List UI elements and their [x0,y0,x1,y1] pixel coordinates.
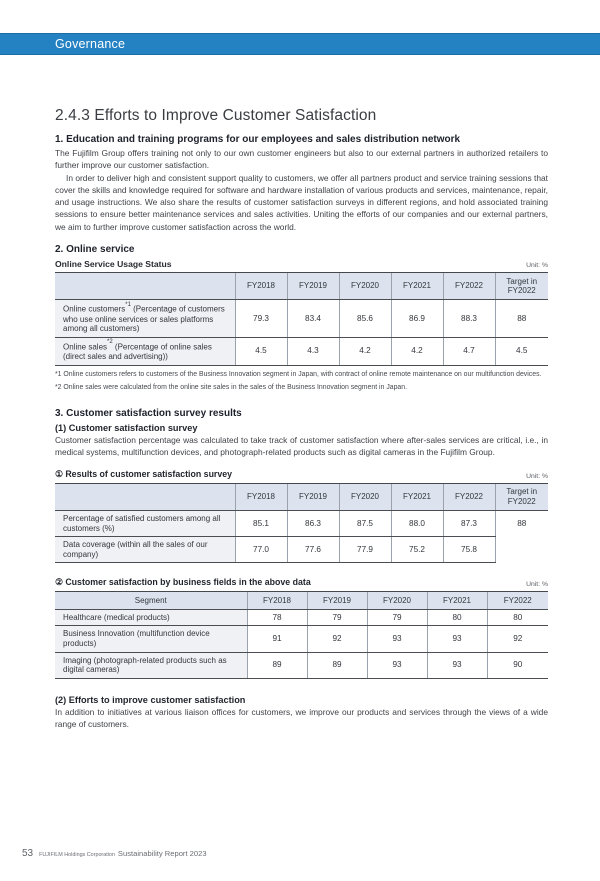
column-header: FY2018 [235,483,287,510]
row-label-text: Online sales [63,342,108,352]
page-footer [22,848,207,859]
table-cell: 4.3 [287,337,339,365]
table-cell: 87.5 [339,510,391,536]
segment-table-unit-label: Unit: % [526,581,548,589]
table-cell: 79.3 [235,300,287,337]
results-table-caption: ① Results of customer satisfaction survey [55,468,233,479]
row-label-text: (Percentage of customers who use online services or sales platforms among all customers) [63,304,225,334]
column-header: FY2018 [247,592,307,610]
footnote-1: *1 Online customers refers to customers of the Business Innovation segment in Japan, with contract of online remote maintenance on our multifunction devices. [55,370,542,378]
table-cell: 86.9 [391,300,443,337]
column-header: FY2021 [427,592,487,610]
footer-report-title: Sustainability Report 2023 [117,849,207,858]
table-cell: 75.2 [391,537,443,563]
table-cell: 91 [247,626,307,652]
table-cell: 92 [307,626,367,652]
section3-sub2-heading: (2) Efforts to improve customer satisfaction [55,694,246,705]
table-cell: 88.3 [443,300,495,337]
online-service-table-header-row [55,259,548,269]
column-header: FY2020 [367,592,427,610]
table-row [55,537,548,563]
table-cell: 89 [247,652,307,678]
column-header: FY2022 [443,273,495,300]
table-cell: 87.3 [443,510,495,536]
column-header-blank [55,273,235,300]
table-row [55,337,548,365]
table-cell: 86.3 [287,510,339,536]
online-service-table [55,272,548,365]
section1-paragraph-2: In order to deliver high and consistent support quality to customers, we offer all partners product and service training sessions that cover the skills and knowledge required for software and hardware installation of various products and services, maintenance, repair, and usage instructions. We also share the results of customer satisfaction surveys in different regions, and hold associated training sessions to ensure better maintenance services and sales activities. Uniting the efforts of our companies and our external partners, we aim to further improve customer satisfaction across the world. [55,172,548,232]
section3-sub1-paragraph: Customer satisfaction percentage was calculated to take track of customer satisfaction where after-sales services are critical, i.e., in medical systems, multifunction devices, and photograph-related products such as digital cameras in the Fujifilm Group. [55,435,548,458]
table-cell: 80 [487,609,548,626]
page-content [0,107,600,730]
table-header-row [55,592,548,610]
row-label-text: Online customers [63,304,126,314]
table-cell: 77.6 [287,537,339,563]
table-cell: 85.1 [235,510,287,536]
column-header: FY2020 [339,273,391,300]
column-header: FY2022 [487,592,548,610]
table-cell: 4.2 [339,337,391,365]
row-label: Percentage of satisfied customers among all customers (%) [55,510,235,536]
segment-table-caption: ② Customer satisfaction by business fields in the above data [55,577,311,588]
table-row [55,609,548,626]
row-label [55,300,235,337]
page-title: 2.4.3 Efforts to Improve Customer Satisfaction [55,107,377,124]
online-service-table-title: Online Service Usage Status [55,259,172,270]
column-header: FY2021 [391,483,443,510]
table-cell: 77.0 [235,537,287,563]
column-header: FY2020 [339,483,391,510]
column-header: FY2022 [443,483,495,510]
footer-company-name: FUJIFILM Holdings Corporation [39,852,115,858]
results-table-caption-row [55,469,548,480]
table-cell: 93 [367,626,427,652]
table-cell: 79 [367,609,427,626]
column-header: Target in FY2022 [495,273,548,300]
table-cell: 93 [367,652,427,678]
section3-sub1-heading: (1) Customer satisfaction survey [55,423,198,434]
table-cell: 4.5 [235,337,287,365]
segment-table-caption-row [55,577,548,588]
footnote-marker: *1 [125,301,131,308]
table-cell: 88 [495,300,548,337]
column-header-blank [55,483,235,510]
table-cell: 90 [487,652,548,678]
row-label-text: (Percentage of online sales (direct sales and advertising)) [63,342,212,361]
footnote-marker: *2 [107,339,113,346]
governance-band [0,33,600,55]
band-label: Governance [55,37,126,51]
satisfaction-by-segment-table [55,591,548,679]
table-cell: 83.4 [287,300,339,337]
section3-heading: 3. Customer satisfaction survey results [55,408,242,420]
row-label: Business Innovation (multifunction device products) [55,626,247,652]
section1-heading: 1. Education and training programs for our employees and sales distribution network [55,134,461,145]
table-header-row [55,483,548,510]
table-cell: 93 [427,652,487,678]
column-header: FY2019 [307,592,367,610]
table-row [55,510,548,536]
row-label: Data coverage (within all the sales of our company) [55,537,235,563]
column-header: FY2018 [235,273,287,300]
page-number: 53 [22,848,34,859]
column-header-segment: Segment [55,592,247,610]
table-header-row [55,273,548,300]
table-cell: 80 [427,609,487,626]
table-cell: 79 [307,609,367,626]
table-cell: 89 [307,652,367,678]
table-cell: 93 [427,626,487,652]
footnote-2: *2 Online sales were calculated from the online site sales in the sales of the Business Innovation segment in Japan. [55,384,408,392]
row-label: Imaging (photograph-related products such as digital cameras) [55,652,247,678]
column-header: FY2019 [287,483,339,510]
online-service-unit-label: Unit: % [526,262,548,270]
satisfaction-results-table [55,483,548,564]
table-cell: 88.0 [391,510,443,536]
table-row [55,626,548,652]
table-cell: 88 [495,510,548,536]
table-row [55,300,548,337]
table-cell: 4.5 [495,337,548,365]
row-label: Healthcare (medical products) [55,609,247,626]
table-cell: 75.8 [443,537,495,563]
section1-paragraph-1: The Fujifilm Group offers training not only to our own customer engineers but also to our external partners in authorized retailers to further improve our customer satisfaction. [55,148,548,171]
column-header: Target in FY2022 [495,483,548,510]
section2-heading: 2. Online service [55,244,135,256]
table-cell: 78 [247,609,307,626]
row-label [55,337,235,365]
section3-sub2-paragraph: In addition to initiatives at various liaison offices for customers, we improve our products and services through the views of a wide range of customers. [55,706,548,730]
table-cell-empty [495,537,548,563]
column-header: FY2019 [287,273,339,300]
table-row [55,652,548,678]
table-cell: 85.6 [339,300,391,337]
table-cell: 4.2 [391,337,443,365]
column-header: FY2021 [391,273,443,300]
table-cell: 77.9 [339,537,391,563]
results-table-unit-label: Unit: % [526,472,548,480]
table-cell: 92 [487,626,548,652]
table-cell: 4.7 [443,337,495,365]
